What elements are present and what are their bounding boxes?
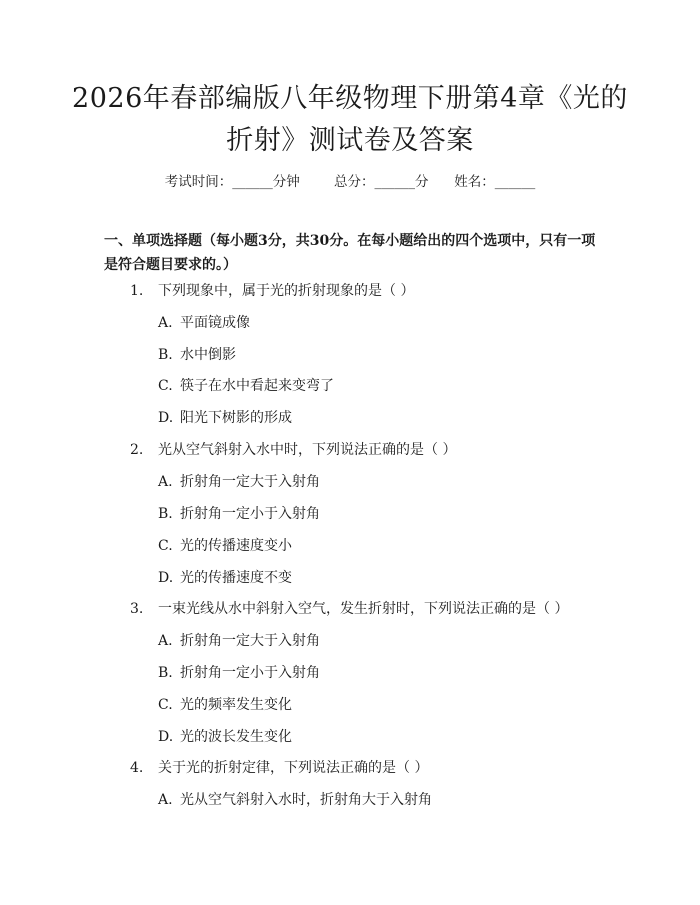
option-text: 折射角一定大于入射角 (180, 474, 320, 490)
option-letter: A. (158, 633, 173, 649)
question-2-option-a (158, 472, 320, 492)
option-letter: C. (158, 378, 173, 394)
section-heading-single-choice: 一、单项选择题（每小题3分，共30分。在每小题给出的四个选项中，只有一项是符合题目要求的。） (104, 233, 596, 273)
question-text: 光从空气斜射入水中时，下列说法正确的是（ ） (158, 442, 457, 458)
question-3 (130, 599, 568, 619)
option-text: 光的波长发生变化 (180, 729, 292, 745)
document-title: 2026年春部编版八年级物理下册第4章《光的折射》测试卷及答案 (72, 83, 628, 156)
question-text: 一束光线从水中斜射入空气，发生折射时，下列说法正确的是（ ） (158, 601, 569, 617)
question-text: 下列现象中，属于光的折射现象的是（ ） (158, 283, 415, 299)
option-letter: D. (158, 410, 174, 426)
question-2 (130, 440, 456, 460)
option-letter: A. (158, 315, 173, 331)
option-text: 折射角一定大于入射角 (180, 633, 320, 649)
time-unit: 分钟 (272, 174, 300, 190)
question-1-option-c (158, 376, 334, 396)
question-1-option-d (158, 408, 292, 428)
question-number: 2. (130, 442, 144, 458)
name-blank: ______ (494, 174, 536, 190)
option-text: 折射角一定小于入射角 (180, 665, 320, 681)
question-4-option-a (158, 790, 432, 810)
question-number: 3. (130, 601, 144, 617)
option-text: 筷子在水中看起来变弯了 (180, 378, 334, 394)
score-label: 总分： (334, 174, 375, 190)
option-text: 阳光下树影的形成 (180, 410, 292, 426)
option-letter: B. (158, 506, 173, 522)
score-blank: ______ (374, 174, 416, 190)
option-text: 光的频率发生变化 (180, 697, 292, 713)
question-2-option-d (158, 568, 292, 588)
option-letter: B. (158, 347, 173, 363)
option-text: 平面镜成像 (180, 315, 250, 331)
option-letter: D. (158, 570, 174, 586)
question-1-option-a (158, 313, 250, 333)
time-blank: ______ (232, 174, 273, 190)
option-text: 光从空气斜射入水时，折射角大于入射角 (180, 792, 432, 808)
exam-meta-line (0, 170, 700, 190)
question-2-option-b (158, 504, 320, 524)
question-1-option-b (158, 345, 236, 365)
score-unit: 分 (415, 174, 429, 190)
question-1 (130, 281, 414, 301)
question-3-option-d (158, 727, 292, 747)
question-number: 1. (130, 283, 144, 299)
question-text: 关于光的折射定律，下列说法正确的是（ ） (158, 760, 429, 776)
option-letter: A. (158, 474, 173, 490)
option-letter: C. (158, 697, 173, 713)
option-letter: A. (158, 792, 173, 808)
question-2-option-c (158, 536, 292, 556)
name-label: 姓名： (454, 174, 495, 190)
question-number: 4. (130, 760, 144, 776)
question-4 (130, 758, 428, 778)
option-letter: B. (158, 665, 173, 681)
option-letter: D. (158, 729, 174, 745)
time-label: 考试时间： (164, 174, 233, 190)
question-3-option-c (158, 695, 292, 715)
question-3-option-a (158, 631, 320, 651)
option-text: 折射角一定小于入射角 (180, 506, 320, 522)
option-text: 光的传播速度不变 (180, 570, 292, 586)
option-text: 光的传播速度变小 (180, 538, 292, 554)
option-letter: C. (158, 538, 173, 554)
option-text: 水中倒影 (180, 347, 236, 363)
question-3-option-b (158, 663, 320, 683)
